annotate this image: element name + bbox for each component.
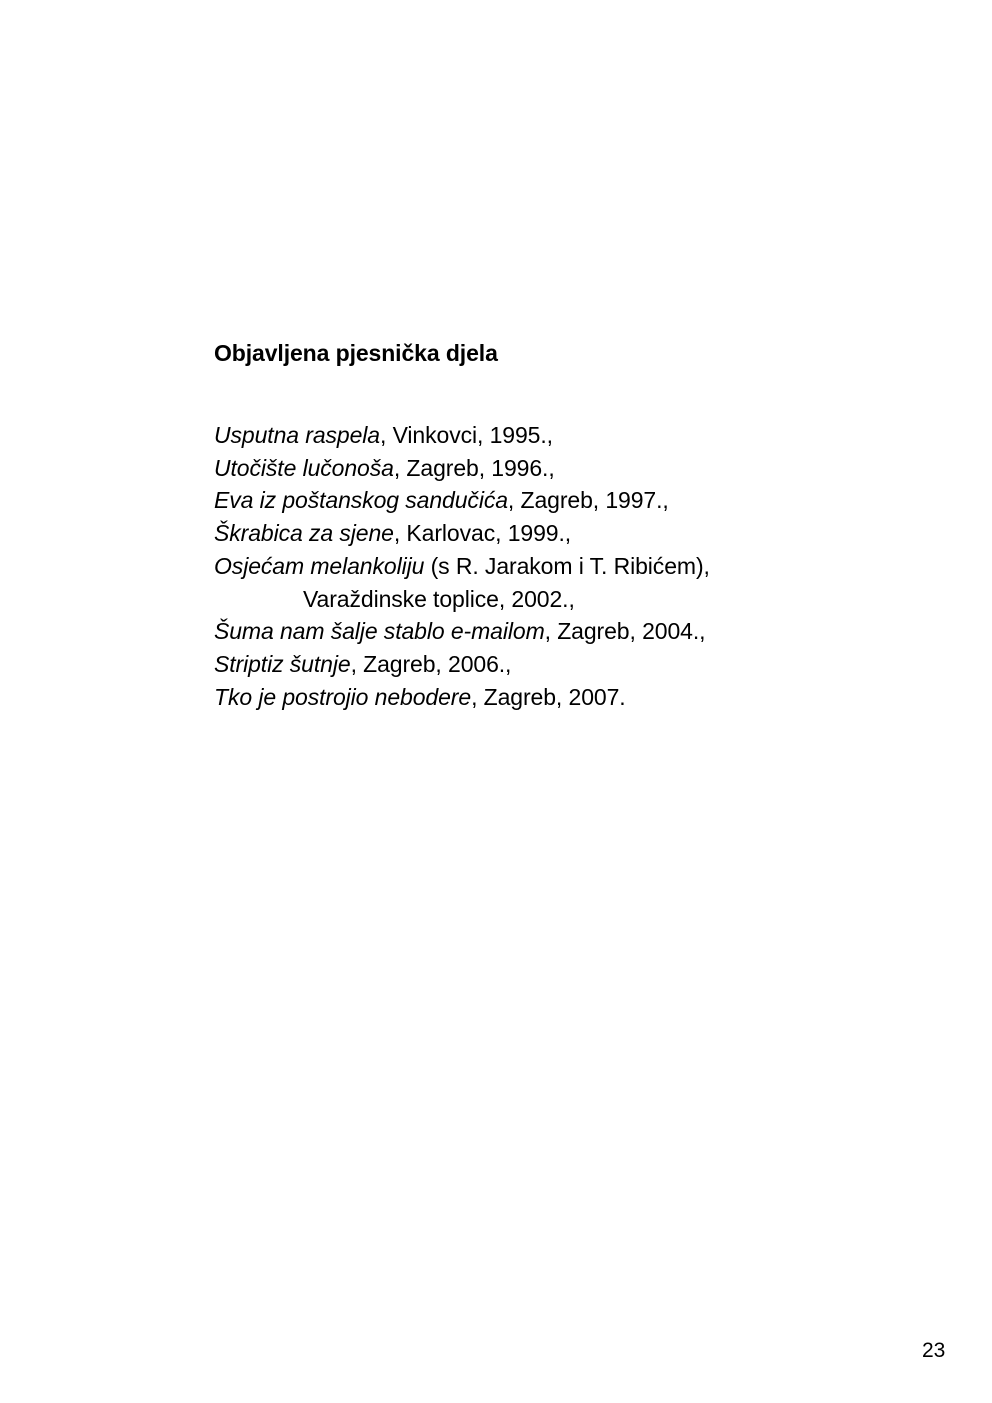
- work-entry: [214, 681, 914, 714]
- work-details: , Zagreb, 2004.,: [544, 618, 706, 645]
- work-title: Eva iz poštanskog sandučića: [214, 487, 508, 514]
- work-entry: [214, 452, 914, 485]
- work-details: , Zagreb, 2006.,: [350, 650, 512, 677]
- work-details-continuation: Varaždinske toplice, 2002.,: [303, 585, 575, 612]
- work-entry: [214, 419, 914, 452]
- work-details: , Zagreb, 2007.: [471, 683, 626, 710]
- work-details: (s R. Jarakom i T. Ribićem),: [424, 552, 710, 579]
- work-details: , Vinkovci, 1995.,: [380, 422, 553, 448]
- work-details: , Karlovac, 1999.,: [393, 520, 572, 547]
- work-details: , Zagreb, 1997.,: [507, 487, 669, 514]
- work-title: Šuma nam šalje stablo e-mailom: [214, 618, 545, 645]
- work-entry: [214, 550, 914, 615]
- work-details: , Zagreb, 1996.,: [393, 454, 555, 481]
- work-entry: [214, 484, 914, 517]
- section-heading: Objavljena pjesnička djela: [214, 340, 498, 366]
- work-title: Usputna raspela: [214, 422, 380, 448]
- works-list: [214, 419, 914, 713]
- work-title: Osjećam melankoliju: [214, 552, 425, 579]
- work-entry: [214, 648, 914, 681]
- work-title: Striptiz šutnje: [214, 650, 351, 677]
- work-title: Utočište lučonoša: [214, 454, 394, 481]
- page-number: 23: [922, 1339, 946, 1362]
- publications-section: [214, 338, 914, 713]
- work-title: Tko je postrojio nebodere: [214, 683, 472, 710]
- work-entry: [214, 615, 914, 648]
- work-entry: [214, 517, 914, 550]
- work-title: Škrabica za sjene: [214, 520, 394, 547]
